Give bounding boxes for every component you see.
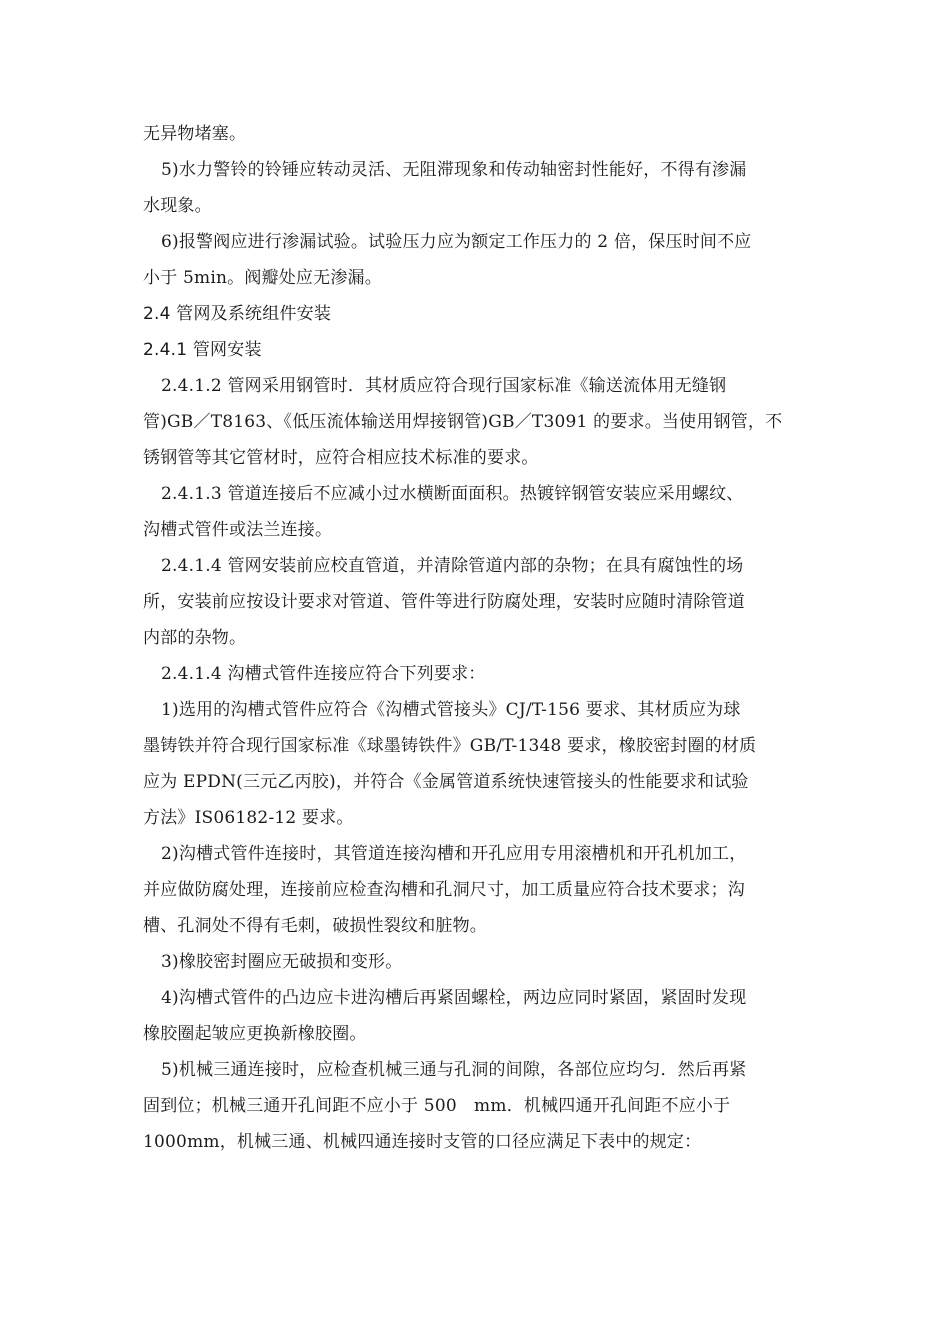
text-line: 墨铸铁并符合现行国家标准《球墨铸铁件》GB/T-1348 要求，橡胶密封圈的材质 — [143, 736, 757, 756]
text-line: 1000mm，机械三通、机械四通连接时支管的口径应满足下表中的规定： — [143, 1132, 702, 1152]
text-line: 5)机械三通连接时，应检查机械三通与孔洞的间隙，各部位应均匀．然后再紧 — [161, 1060, 747, 1080]
document-page — [143, 116, 813, 1160]
text-line: 并应做防腐处理，连接前应检查沟槽和孔洞尺寸，加工质量应符合技术要求；沟 — [143, 880, 745, 900]
text-line: 2.4.1.4 管网安装前应校直管道，并清除管道内部的杂物；在具有腐蚀性的场 — [161, 556, 744, 576]
text-line: 无异物堵塞。 — [143, 124, 247, 144]
text-line: 2.4.1.3 管道连接后不应减小过水横断面面积。热镀锌钢管安装应采用螺纹、 — [161, 484, 744, 504]
text-line: 2)沟槽式管件连接时，其管道连接沟槽和开孔应用专用滚槽机和开孔机加工， — [161, 844, 747, 864]
text-line: 橡胶圈起皱应更换新橡胶圈。 — [143, 1024, 367, 1044]
text-line: 方法》IS06182-12 要求。 — [143, 808, 354, 828]
text-line: 水现象。 — [143, 196, 212, 216]
text-line: 槽、孔洞处不得有毛刺，破损性裂纹和脏物。 — [143, 916, 487, 936]
text-line: 小于 5min。阀瓣处应无渗漏。 — [143, 268, 382, 288]
subsection-heading: 2.4.1 管网安装 — [143, 340, 262, 360]
text-line: 2.4.1.2 管网采用钢管时．其材质应符合现行国家标准《输送流体用无缝钢 — [161, 376, 727, 396]
text-line: 固到位；机械三通开孔间距不应小于 500 mm．机械四通开孔间距不应小于 — [143, 1096, 731, 1116]
text-line: 锈钢管等其它管材时，应符合相应技术标准的要求。 — [143, 448, 539, 468]
text-line: 管)GB／T8163、《低压流体输送用焊接钢管)GB／T3091 的要求。当使用钢管，不 — [143, 412, 783, 432]
text-line: 1)选用的沟槽式管件应符合《沟槽式管接头》CJ/T-156 要求、其材质应为球 — [161, 700, 741, 720]
text-line: 应为 EPDN(三元乙丙胶)，并符合《金属管道系统快速管接头的性能要求和试验 — [143, 772, 749, 792]
text-line: 3)橡胶密封圈应无破损和变形。 — [161, 952, 403, 972]
section-heading: 2.4 管网及系统组件安装 — [143, 304, 332, 324]
text-line: 5)水力警铃的铃锤应转动灵活、无阻滞现象和传动轴密封性能好，不得有渗漏 — [161, 160, 747, 180]
text-line: 所，安装前应按设计要求对管道、管件等进行防腐处理，安装时应随时清除管道 — [143, 592, 745, 612]
text-line: 2.4.1.4 沟槽式管件连接应符合下列要求： — [161, 664, 486, 684]
text-line: 内部的杂物。 — [143, 628, 247, 648]
text-line: 6)报警阀应进行渗漏试验。试验压力应为额定工作压力的 2 倍，保压时间不应 — [161, 232, 752, 252]
text-line: 4)沟槽式管件的凸边应卡进沟槽后再紧固螺栓，两边应同时紧固，紧固时发现 — [161, 988, 747, 1008]
text-line: 沟槽式管件或法兰连接。 — [143, 520, 333, 540]
